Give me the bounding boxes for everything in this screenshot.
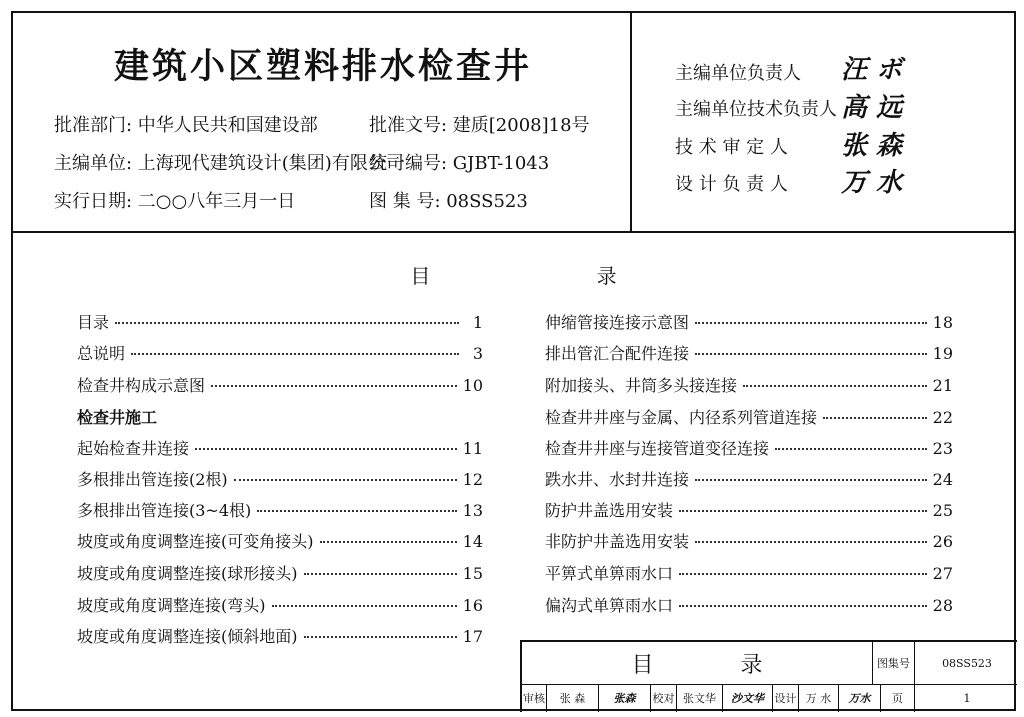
toc-item[interactable]	[545, 436, 953, 460]
approval-dept: 批准部门: 中华人民共和国建设部	[54, 115, 318, 136]
toc-item-page: 1	[472, 313, 483, 332]
toc-item-label: 跌水井、水封井连接	[545, 470, 690, 489]
toc-item-label: 目录	[77, 313, 110, 332]
toc-item[interactable]	[77, 436, 483, 460]
toc-item[interactable]	[545, 467, 953, 491]
design-signature: 万水	[838, 684, 880, 712]
editor-unit: 主编单位: 上海现代建筑设计(集团)有限公司	[54, 153, 404, 174]
toc-item[interactable]	[545, 341, 953, 365]
toc-item-label: 坡度或角度调整连接(倾斜地面)	[77, 627, 298, 646]
toc-item-page: 22	[932, 408, 953, 427]
toc-item-label: 附加接头、井筒多头接连接	[545, 376, 738, 395]
review-name: 张 森	[546, 684, 598, 712]
toc-item-page: 15	[462, 564, 483, 583]
leader-dots	[195, 448, 457, 450]
signature-tech-reviewer: 张 森	[841, 131, 903, 161]
leader-dots	[211, 385, 457, 387]
sig-label-design-head: 设 计 负 责 人	[675, 174, 788, 195]
page-value: 1	[914, 684, 1019, 712]
toc-item-page: 17	[462, 627, 483, 646]
drawing-sheet	[11, 11, 1016, 711]
toc-item[interactable]	[77, 529, 483, 553]
signature-design-head: 万 水	[841, 168, 903, 198]
design-label: 设计	[772, 684, 798, 712]
toc-item-label: 检查井构成示意图	[77, 376, 206, 395]
toc-item-label: 总说明	[77, 344, 126, 363]
leader-dots	[679, 510, 927, 512]
sig-label-tech-head: 主编单位技术负责人	[675, 99, 837, 120]
toc-item[interactable]	[77, 561, 483, 585]
toc-item[interactable]	[77, 498, 483, 522]
toc-item-label: 多根排出管连接(2根)	[77, 470, 228, 489]
toc-item-label: 起始检查井连接	[77, 439, 190, 458]
leader-dots	[257, 510, 456, 512]
leader-dots	[695, 353, 927, 355]
toc-item-page: 10	[462, 376, 483, 395]
toc-item-page: 12	[462, 470, 483, 489]
toc-item[interactable]	[77, 373, 483, 397]
toc-item-label: 非防护井盖选用安装	[545, 532, 690, 551]
toc-item-label: 防护井盖选用安装	[545, 501, 674, 520]
leader-dots	[131, 353, 459, 355]
toc-item-page: 19	[932, 344, 953, 363]
toc-item-page: 14	[462, 532, 483, 551]
page-label: 页	[880, 684, 914, 712]
leader-dots	[234, 479, 457, 481]
leader-dots	[743, 385, 927, 387]
toc-item-label: 坡度或角度调整连接(可变角接头)	[77, 532, 314, 551]
toc-section-title: 检查井施工	[77, 408, 158, 427]
toc-item-label: 检查井井座与连接管道变径连接	[545, 439, 770, 458]
signature-editor-head: 汪 ボ	[841, 55, 903, 85]
toc-item-page: 26	[932, 532, 953, 551]
toc-item[interactable]	[77, 467, 483, 491]
review-label: 审核	[523, 692, 545, 705]
toc-item-page: 13	[462, 501, 483, 520]
toc-item[interactable]	[77, 310, 483, 334]
atlas-no: 图 集 号: 08SS523	[369, 191, 528, 212]
toc-item-page: 11	[462, 439, 483, 458]
title-block	[520, 640, 1017, 712]
sig-label-tech-reviewer: 技 术 审 定 人	[675, 137, 788, 158]
leader-dots	[115, 322, 459, 324]
toc-item[interactable]	[545, 529, 953, 553]
toc-item[interactable]	[545, 405, 953, 429]
toc-item-page: 24	[932, 470, 953, 489]
toc-item[interactable]	[545, 498, 953, 522]
toc-item-page: 3	[472, 344, 483, 363]
toc-item[interactable]	[545, 561, 953, 585]
toc-item[interactable]	[545, 373, 953, 397]
design-name: 万 水	[798, 684, 838, 712]
toc-item[interactable]	[545, 593, 953, 617]
toc-item-page: 18	[932, 313, 953, 332]
toc-item-page: 25	[932, 501, 953, 520]
toc-item-page: 28	[932, 596, 953, 615]
check-name: 张文华	[676, 684, 722, 712]
review-signature: 张森	[598, 684, 650, 712]
leader-dots	[304, 573, 457, 575]
header-divider	[13, 231, 1014, 233]
leader-dots	[695, 541, 927, 543]
toc-item-label: 平箅式单箅雨水口	[545, 564, 674, 583]
toc-item-page: 16	[462, 596, 483, 615]
toc-item-page: 21	[932, 376, 953, 395]
atlas-label: 图集号	[872, 642, 914, 684]
check-label: 校对	[650, 684, 676, 712]
sig-label-editor-head: 主编单位负责人	[675, 63, 801, 84]
toc-item-page: 27	[932, 564, 953, 583]
leader-dots	[695, 322, 927, 324]
toc-item[interactable]	[545, 310, 953, 334]
toc-item[interactable]	[77, 624, 483, 648]
leader-dots	[823, 417, 927, 419]
leader-dots	[679, 605, 927, 607]
toc-item-label: 偏沟式单箅雨水口	[545, 596, 674, 615]
leader-dots	[272, 605, 457, 607]
leader-dots	[304, 636, 457, 638]
leader-dots	[320, 541, 457, 543]
toc-item-label: 检查井井座与金属、内径系列管道连接	[545, 408, 818, 427]
toc-item-label: 坡度或角度调整连接(弯头)	[77, 596, 266, 615]
check-signature: 沙文华	[722, 684, 772, 712]
toc-item[interactable]	[77, 341, 483, 365]
atlas-title: 建筑小区塑料排水检查井	[113, 47, 532, 87]
leader-dots	[775, 448, 927, 450]
toc-item-label: 伸缩管接连接示意图	[545, 313, 690, 332]
signature-tech-head: 高 远	[841, 93, 903, 123]
unified-no: 统一编号: GJBT-1043	[369, 153, 550, 174]
toc-item-page: 23	[932, 439, 953, 458]
toc-heading: 目 录	[410, 264, 697, 288]
title-block-title: 目 录	[631, 652, 803, 678]
effective-date: 实行日期: 二○○八年三月一日	[54, 191, 296, 212]
atlas-value: 08SS523	[914, 642, 1019, 684]
toc-item-label: 坡度或角度调整连接(球形接头)	[77, 564, 298, 583]
toc-item[interactable]	[77, 593, 483, 617]
leader-dots	[679, 573, 927, 575]
toc-item-label: 多根排出管连接(3~4根)	[77, 501, 252, 520]
leader-dots	[695, 479, 927, 481]
approval-doc: 批准文号: 建质[2008]18号	[369, 115, 590, 136]
toc-item-label: 排出管汇合配件连接	[545, 344, 690, 363]
